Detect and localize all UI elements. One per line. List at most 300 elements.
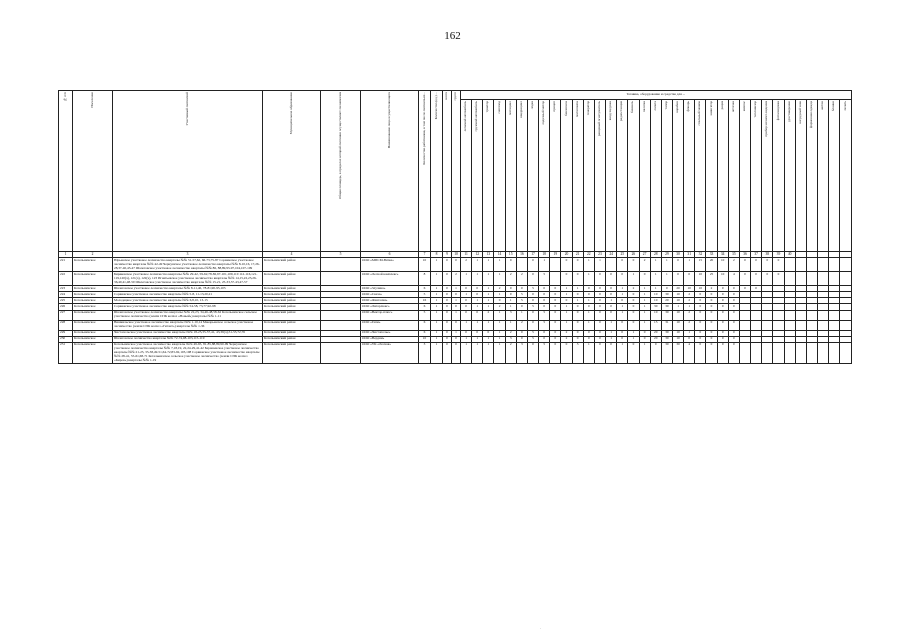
cell-value: 20 (672, 286, 683, 292)
cell-value: 1 (472, 258, 483, 272)
cell-value: 0 (594, 320, 605, 330)
cell-value: 0 (617, 272, 628, 286)
cell-value: 0 (583, 330, 594, 336)
cell-value: 2 (494, 286, 505, 292)
header-equipment-22: навигатор (706, 100, 717, 252)
cell-value (806, 272, 817, 286)
cell-value: 0 (762, 258, 773, 272)
column-number: 15 (505, 252, 516, 258)
header-equipment-28: фотоловушка (773, 100, 784, 252)
cell-value: 1 (431, 304, 443, 310)
cell-section: Юрьевское участковое лесничество кварталы №№ 51-57,62, 66-73,75-87 Сорвижское участковое лесничество кварталы №№ 42-49 Чернушское участковое лесничество кварталы №№ 8-10,16, 17,26-28,37-40,43-47 Шалеговское участковое лесничество кварталы №№ 86, 88,89,93-97,104,107-109 (113, 258, 263, 272)
cell-value: 1 (431, 272, 443, 286)
cell-value: 0 (539, 286, 550, 292)
cell-value: 0 (516, 304, 527, 310)
cell-value: 10 (672, 330, 683, 336)
cell-num: 222 (59, 272, 73, 286)
header-equipment-2: трактор (483, 100, 494, 252)
cell-value: 10 (650, 292, 661, 298)
cell-value: 0 (594, 304, 605, 310)
column-number: 22 (583, 252, 594, 258)
cell-value: 1 (431, 330, 443, 336)
cell-value: 10 (695, 272, 706, 286)
cell-section: Сорвижское участковое лесничество кварталы №№ 54-58, 73,77,92-98 (113, 304, 263, 310)
cell-value: 1 (594, 258, 605, 272)
cell-value (739, 342, 750, 364)
cell-value: 0 (443, 342, 452, 364)
cell-value: 0 (684, 336, 695, 342)
cell-value: 0 (728, 336, 739, 342)
column-number: 6 (361, 252, 419, 258)
cell-value: 5 (527, 330, 538, 336)
header-sub-b: групп (452, 91, 461, 252)
cell-value: 30 (661, 336, 672, 342)
cell-value: 1 (583, 320, 594, 330)
column-number: 36 (739, 252, 750, 258)
cell-org: ООО «Литерлюкс» (361, 304, 419, 310)
header-equipment-6: лодка (527, 100, 538, 252)
cell-value: 0 (751, 272, 762, 286)
cell-area (321, 258, 361, 272)
cell-value: 0 (572, 292, 583, 298)
cell-value: 5 (539, 310, 550, 320)
cell-value: 0 (739, 272, 750, 286)
column-number: 28 (650, 252, 661, 258)
cell-value: 20 (661, 298, 672, 304)
cell-value: 2 (452, 272, 461, 286)
cell-value: 0 (728, 292, 739, 298)
cell-value: 30 (672, 342, 683, 364)
header-equipment-15: бинокль (628, 100, 639, 252)
cell-value (829, 258, 840, 272)
cell-value: 1 (583, 258, 594, 272)
cell-value: 0 (672, 272, 683, 286)
cell-value: 1 (539, 258, 550, 272)
header-equipment-1: грузовой автомобиль (472, 100, 483, 252)
cell-value: 1 (452, 298, 461, 304)
cell-value: 0 (452, 342, 461, 364)
cell-municipal: Котельничский район (263, 304, 321, 310)
cell-value (773, 310, 784, 320)
cell-num: 228 (59, 320, 73, 330)
cell-value (829, 310, 840, 320)
cell-value: 1 (494, 272, 505, 286)
cell-value: 1 (494, 310, 505, 320)
table-row (59, 272, 852, 286)
cell-value: 2 (516, 320, 527, 330)
cell-value: 0 (443, 330, 452, 336)
cell-value: 5 (539, 272, 550, 286)
column-number: 39 (773, 252, 784, 258)
cell-value (806, 310, 817, 320)
cell-value: 0 (527, 292, 538, 298)
cell-value: 0 (461, 330, 472, 336)
cell-value: 5 (419, 292, 431, 298)
column-number: 33 (706, 252, 717, 258)
cell-value (795, 258, 806, 272)
cell-value: 0 (572, 310, 583, 320)
cell-value: 0 (606, 310, 617, 320)
table-row (59, 310, 852, 320)
cell-value: 3 (516, 342, 527, 364)
cell-section: Шалеговское лесничество кварталы №№ 72-74,98-103,115-119 (113, 336, 263, 342)
cell-municipal: Котельничский район (263, 292, 321, 298)
cell-value: 1 (505, 298, 516, 304)
column-number: 21 (572, 252, 583, 258)
cell-value (829, 320, 840, 330)
cell-value: 0 (706, 304, 717, 310)
table-row (59, 342, 852, 364)
cell-value: 1 (583, 342, 594, 364)
cell-value: 0 (583, 304, 594, 310)
cell-value: 3 (419, 342, 431, 364)
cell-area (321, 272, 361, 286)
cell-value: 0 (561, 342, 572, 364)
cell-value: 10 (717, 258, 728, 272)
cell-value: 0 (572, 304, 583, 310)
cell-municipal: Котельничский район (263, 286, 321, 292)
cell-value (829, 342, 840, 364)
cell-value (806, 320, 817, 330)
cell-section: Шалеговское участковое лесничество кварталы №№ 22,23, 34,46-48,58-62 Котельничское сельское участковое лесничество (земли СПК колхоз «Новый») кварталы №№ 1-11 (113, 310, 263, 320)
cell-value: 0 (695, 342, 706, 364)
cell-value: 3 (505, 336, 516, 342)
cell-value: 0 (550, 320, 561, 330)
cell-value: 1 (572, 298, 583, 304)
cell-num: 229 (59, 330, 73, 336)
cell-value: 0 (672, 258, 683, 272)
cell-value: 0 (550, 292, 561, 298)
cell-value: 1 (606, 298, 617, 304)
cell-value: 0 (472, 330, 483, 336)
cell-value: 0 (739, 258, 750, 272)
cell-value: 0 (617, 336, 628, 342)
cell-value: 1 (431, 320, 443, 330)
cell-value: 2 (684, 320, 695, 330)
cell-value: 0 (472, 286, 483, 292)
cell-value: 1 (561, 292, 572, 298)
cell-value: 0 (706, 342, 717, 364)
column-number: 2 (73, 252, 113, 258)
cell-value: 0 (452, 258, 461, 272)
cell-value: 1 (639, 304, 650, 310)
cell-org: ООО «МПСМ-Вятка» (361, 258, 419, 272)
cell-value: 5 (539, 320, 550, 330)
header-equipment-7: лодочный мотор (539, 100, 550, 252)
header-equipment-26: тепловизор (751, 100, 762, 252)
cell-value: 0 (527, 310, 538, 320)
cell-value: 3 (572, 342, 583, 364)
cell-org: ООО «Вектор-плюс» (361, 310, 419, 320)
cell-value: 1 (452, 330, 461, 336)
cell-value: 0 (695, 292, 706, 298)
cell-org: ООО «УК «Лесная» (361, 342, 419, 364)
cell-value: 1 (628, 272, 639, 286)
cell-value (773, 320, 784, 330)
cell-num: 227 (59, 310, 73, 320)
column-number: 1 (59, 252, 73, 258)
header-equipment-group: Техника, оборудование и средства для ... (461, 91, 852, 100)
cell-value: 0 (628, 342, 639, 364)
scan-speck: · (540, 626, 542, 631)
cell-settlement: Котельничское (73, 298, 113, 304)
cell-value: 30 (661, 310, 672, 320)
cell-value: 1 (505, 320, 516, 330)
cell-value: 15 (695, 258, 706, 272)
cell-value: 1 (472, 304, 483, 310)
cell-value: 1 (461, 292, 472, 298)
cell-value: 2 (728, 258, 739, 272)
cell-org: ООО «Чистополье» (361, 330, 419, 336)
header-row (59, 91, 852, 100)
cell-value: 0 (628, 292, 639, 298)
cell-value: 20 (650, 330, 661, 336)
cell-value: 1 (628, 336, 639, 342)
column-number: 5 (321, 252, 361, 258)
cell-value (751, 310, 762, 320)
cell-value (818, 320, 829, 330)
cell-value: 10 (650, 298, 661, 304)
cell-value (784, 272, 795, 286)
cell-value: 1 (583, 310, 594, 320)
cell-value: 0 (561, 298, 572, 304)
cell-value: 0 (572, 330, 583, 336)
cell-value: 1 (472, 320, 483, 330)
cell-value: 0 (706, 310, 717, 320)
cell-value: 0 (583, 336, 594, 342)
column-number: 12 (472, 252, 483, 258)
cell-value: 0 (483, 330, 494, 336)
header-equipment-24: аптечка (728, 100, 739, 252)
cell-value: 0 (728, 298, 739, 304)
cell-value: 0 (550, 286, 561, 292)
column-number: 8 (431, 252, 443, 258)
header-equipment-9: бензопила (561, 100, 572, 252)
cell-value: 0 (539, 298, 550, 304)
cell-value: 1 (650, 286, 661, 292)
cell-value: 1 (684, 304, 695, 310)
cell-value: 0 (728, 304, 739, 310)
cell-value: 4 (728, 272, 739, 286)
cell-value: 5 (527, 336, 538, 342)
cell-value: 0 (650, 342, 661, 364)
cell-value: 1 (452, 310, 461, 320)
cell-value: 10 (695, 286, 706, 292)
cell-municipal: Котельничский район (263, 310, 321, 320)
header-equipment-31: форменная одежда (806, 100, 817, 252)
cell-value: 0 (583, 286, 594, 292)
cell-value: 1 (494, 342, 505, 364)
cell-value: 0 (505, 292, 516, 298)
cell-value: 1 (483, 304, 494, 310)
cell-value: 0 (505, 286, 516, 292)
cell-settlement: Котельничское (73, 286, 113, 292)
cell-value: 0 (628, 298, 639, 304)
header-equipment-25: компас (739, 100, 750, 252)
cell-settlement: Котельничское (73, 342, 113, 364)
header-staff: Количество работников, в том числе охотничьих... (419, 91, 431, 252)
cell-value: 0 (594, 292, 605, 298)
cell-value: 31 (661, 320, 672, 330)
header-sub-a: всего (443, 91, 452, 252)
header-settlement: Поселение (73, 91, 113, 252)
cell-value: 0 (728, 310, 739, 320)
cell-settlement: Котельничское (73, 320, 113, 330)
column-number: 27 (639, 252, 650, 258)
column-number: 23 (594, 252, 605, 258)
cell-value: 0 (628, 310, 639, 320)
cell-value: 2 (516, 272, 527, 286)
cell-value: 6 (419, 320, 431, 330)
cell-value: 1 (461, 336, 472, 342)
cell-value: 2 (706, 286, 717, 292)
cell-num: 223 (59, 286, 73, 292)
header-equipment-5: квадроцикл (516, 100, 527, 252)
cell-value: 1 (472, 272, 483, 286)
cell-value: 0 (594, 310, 605, 320)
cell-value: 0 (606, 304, 617, 310)
header-equipment-4: мотоцикл (505, 100, 516, 252)
column-number: 26 (628, 252, 639, 258)
cell-value: 0 (594, 286, 605, 292)
cell-value: 30 (661, 342, 672, 364)
cell-value: 5 (527, 286, 538, 292)
cell-value: 0 (717, 342, 728, 364)
cell-settlement: Котельничское (73, 330, 113, 336)
cell-value: 0 (628, 320, 639, 330)
cell-value: 1 (516, 310, 527, 320)
header-area: Общая площадь, в пределах которой охотники осуществляют полномочия (321, 91, 361, 252)
header-equipment-3: снегоход (494, 100, 505, 252)
cell-value (739, 310, 750, 320)
cell-value: 30 (661, 330, 672, 336)
cell-value: 1 (684, 330, 695, 336)
cell-value (795, 320, 806, 330)
column-number: 37 (751, 252, 762, 258)
cell-value: 1 (483, 320, 494, 330)
cell-value: 0 (606, 286, 617, 292)
cell-value: 1 (431, 342, 443, 364)
cell-value: 1 (461, 342, 472, 364)
cell-value: 0 (527, 258, 538, 272)
column-number: 35 (728, 252, 739, 258)
cell-value (840, 310, 851, 320)
cell-value (762, 310, 773, 320)
cell-value: 15 (650, 320, 661, 330)
header-equipment-14: радиостанция (617, 100, 628, 252)
cell-value: 10 (717, 272, 728, 286)
cell-value: 1 (461, 272, 472, 286)
cell-value: 0 (572, 272, 583, 286)
cell-value: 1 (617, 292, 628, 298)
cell-value: 1 (472, 298, 483, 304)
cell-value: 1 (583, 272, 594, 286)
cell-municipal: Котельничский район (263, 336, 321, 342)
cell-value: 5 (527, 304, 538, 310)
header-num: № п/п (59, 91, 73, 252)
cell-value: 0 (628, 304, 639, 310)
cell-value: 0 (773, 272, 784, 286)
cell-value: 0 (594, 298, 605, 304)
header-municipal: Муниципальное образование (263, 91, 321, 252)
cell-value: 1 (505, 304, 516, 310)
cell-value: 0 (443, 310, 452, 320)
cell-value: 10 (672, 310, 683, 320)
cell-value: 0 (594, 336, 605, 342)
cell-value: 0 (695, 304, 706, 310)
cell-area (321, 342, 361, 364)
cell-value: 0 (706, 298, 717, 304)
cell-value: 2 (505, 272, 516, 286)
cell-value: 1 (639, 286, 650, 292)
cell-value: 0 (695, 310, 706, 320)
cell-value: 0 (572, 336, 583, 342)
cell-value: 0 (527, 298, 538, 304)
cell-value: 10 (672, 292, 683, 298)
cell-value (840, 320, 851, 330)
cell-value: 25 (706, 272, 717, 286)
column-number: 16 (516, 252, 527, 258)
cell-org: ООО «Свеча» (361, 292, 419, 298)
cell-value: 1 (431, 258, 443, 272)
cell-municipal: Котельничский район (263, 330, 321, 336)
cell-value: 0 (527, 342, 538, 364)
cell-value: 0 (443, 320, 452, 330)
cell-value: 0 (494, 298, 505, 304)
cell-value: 1 (583, 298, 594, 304)
cell-value: 1 (639, 292, 650, 298)
cell-value: 30 (650, 304, 661, 310)
cell-value: 0 (461, 286, 472, 292)
cell-value: 0 (706, 330, 717, 336)
cell-value: 0 (527, 320, 538, 330)
cell-value: 1 (483, 336, 494, 342)
cell-settlement: Котельничское (73, 304, 113, 310)
cell-value: 0 (572, 258, 583, 272)
cell-value (773, 342, 784, 364)
cell-value (762, 342, 773, 364)
cell-value: 1 (494, 320, 505, 330)
cell-value: 1 (483, 258, 494, 272)
cell-value: 1 (494, 336, 505, 342)
cell-value: 0 (550, 336, 561, 342)
cell-value: 1 (472, 336, 483, 342)
cell-value: 10 (672, 336, 683, 342)
cell-value: 1 (606, 330, 617, 336)
cell-value (762, 320, 773, 330)
header-staff-b: Количество (ед.) ... (431, 91, 443, 252)
cell-value (516, 258, 527, 272)
cell-value: 0 (617, 298, 628, 304)
header-section: Участковый охотничий (113, 91, 263, 252)
cell-value: 10 (672, 298, 683, 304)
cell-value: 0 (762, 272, 773, 286)
cell-value: 0 (706, 292, 717, 298)
cell-value: 0 (539, 330, 550, 336)
cell-value: 1 (639, 310, 650, 320)
cell-value: 0 (516, 336, 527, 342)
cell-org: ООО «Лесной комплекс» (361, 272, 419, 286)
column-number: 38 (762, 252, 773, 258)
cell-value: 0 (583, 292, 594, 298)
cell-value: 0 (717, 330, 728, 336)
column-number: 31 (684, 252, 695, 258)
cell-value: 0 (539, 292, 550, 298)
cell-value: 0 (695, 298, 706, 304)
cell-area (321, 310, 361, 320)
column-number: 20 (561, 252, 572, 258)
cell-value: 0 (472, 310, 483, 320)
